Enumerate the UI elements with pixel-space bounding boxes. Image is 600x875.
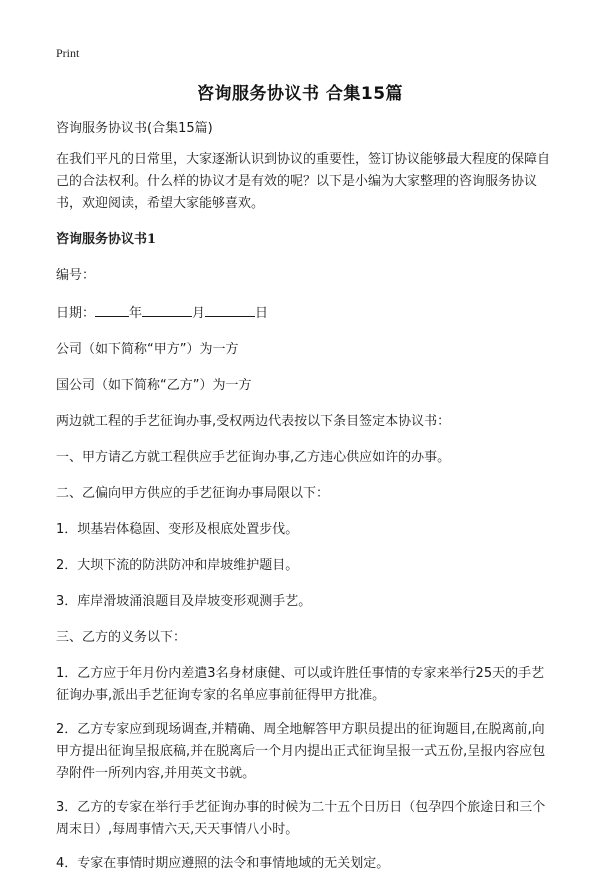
day-blank — [205, 301, 255, 317]
print-link[interactable]: Print — [56, 46, 80, 60]
section-heading: 咨询服务协议书1 — [56, 232, 157, 247]
clause-2-item: 2．大坝下流的防洪防冲和岸坡维护题目。 — [56, 558, 299, 573]
intro-paragraph: 在我们平凡的日常里，大家逐渐认识到协议的重要性，签订协议能够最大程度的保障自己的合法权利。什么样的协议才是有效的呢？以下是小编为大家整理的咨询服务协议书，欢迎阅读，希望大家能够喜欢。 — [56, 152, 551, 211]
number-field: 编号： — [56, 268, 96, 283]
year-label: 年 — [129, 306, 143, 321]
clause-2-item: 3．库岸滑坡涌浪题目及岸坡变形观测手艺。 — [56, 594, 312, 609]
clause-3-item: 2．乙方专家应到现场调查,并精确、周全地解答甲方职员提出的征询题目,在脱离前,向甲方提出征询呈报底稿,并在脱离后一个月内提出正式征询呈报一式五份,呈报内容应包孕附件一所列内容,并用英文书就。 — [56, 722, 546, 781]
year-blank — [95, 301, 129, 317]
clause-3-item: 4．专家在事情时期应遵照的法令和事情地域的无关划定。 — [56, 856, 390, 871]
clause-2-item: 1．坝基岩体稳固、变形及根底处置步伐。 — [56, 522, 299, 537]
agreement-intro: 两边就工程的手艺征询办事,受权两边代表按以下条目签定本协议书： — [56, 414, 451, 429]
month-blank — [142, 301, 192, 317]
clause-3: 三、乙方的义务以下： — [56, 630, 187, 645]
party-b: 国公司（如下简称“乙方”）为一方 — [56, 378, 252, 393]
day-label: 日 — [255, 306, 269, 321]
month-label: 月 — [192, 306, 206, 321]
clause-1: 一、甲方请乙方就工程供应手艺征询办事,乙方违心供应如许的办事。 — [56, 450, 451, 465]
document-subtitle: 咨询服务协议书(合集15篇) — [56, 121, 213, 136]
date-line — [56, 301, 552, 325]
document-body — [56, 118, 552, 875]
date-label: 日期： — [56, 306, 96, 321]
party-a: 公司（如下简称“甲方”）为一方 — [56, 342, 239, 357]
clause-3-item: 3．乙方的专家在举行手艺征询办事的时候为二十五个日历日（包孕四个旅途日和三个周末日）,每周事情六天,天天事情八小时。 — [56, 800, 546, 837]
clause-3-item: 1．乙方应于年月份内差遣3名身材康健、可以或许胜任事情的专家来举行25天的手艺征询办事,派出手艺征询专家的名单应事前征得甲方批准。 — [56, 666, 545, 703]
clause-2: 二、乙偏向甲方供应的手艺征询办事局限以下： — [56, 486, 330, 501]
page-title: 咨询服务协议书 合集15篇 — [196, 84, 404, 104]
